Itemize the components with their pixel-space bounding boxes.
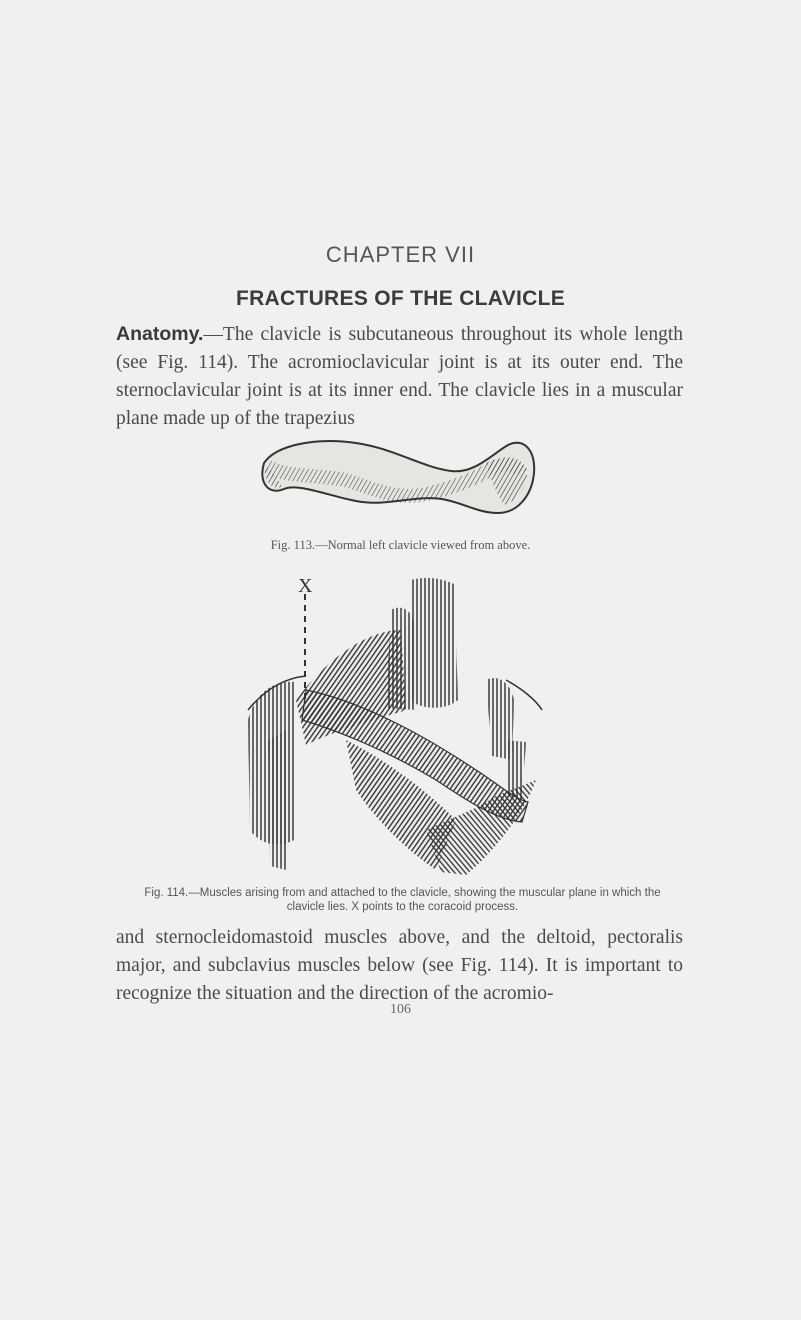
muscles-illustration [236, 570, 558, 880]
paragraph-continued: and sternocleidomastoid muscles above, and the deltoid, pectoralis major, and subclavius muscles below (see Fig. 114). It is important to recognize the situation and the direction of the acromio- [116, 927, 683, 1004]
chapter-title: FRACTURES OF THE CLAVICLE [235, 287, 566, 310]
coracoid-marker: X [298, 575, 313, 597]
figure-113-caption: Fig. 113.—Normal left clavicle viewed from above. [270, 538, 531, 552]
paragraph-anatomy [116, 320, 683, 433]
paragraph-lead: Anatomy. [116, 323, 204, 345]
figure-114-caption: Fig. 114.—Muscles arising from and attached to the clavicle, showing the muscular plane in which the clavicle lies. X points to the coracoid process. [144, 887, 661, 913]
clavicle-illustration [246, 433, 538, 533]
paragraph-text: —The clavicle is subcutaneous throughout its whole length (see Fig. 114). The acromioclavicular joint is at its outer end. The sternoclavicular joint is at its inner end. The clavicle lies in a muscular plane made up of the trapezius [116, 324, 683, 429]
chapter-heading: CHAPTER VII [325, 242, 476, 267]
page-number: 106 [390, 1002, 411, 1017]
